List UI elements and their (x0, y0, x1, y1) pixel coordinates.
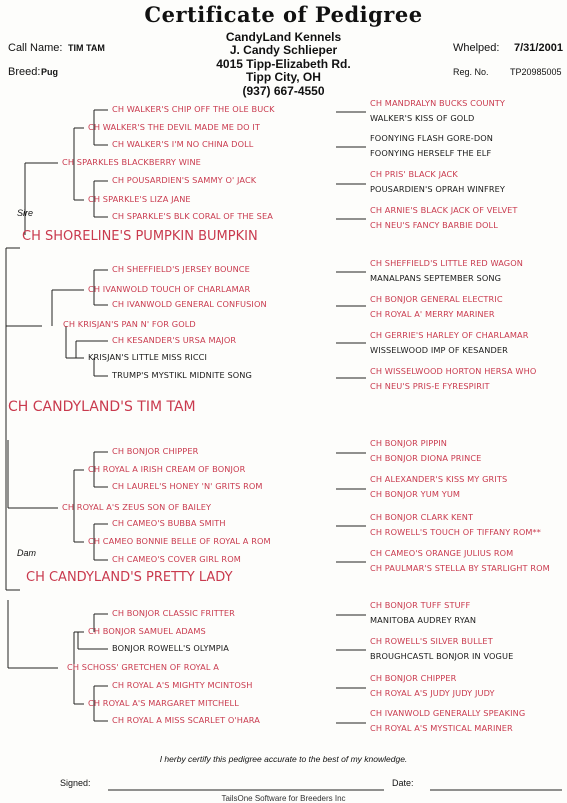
g6-name: CH GERRIE'S HARLEY OF CHARLAMAR (370, 330, 529, 340)
g5-name: CH POUSARDIEN'S SAMMY O' JACK (112, 175, 257, 185)
g6-name: CH ROYAL A' MERRY MARINER (370, 309, 495, 319)
grandparent-name: CH KRISJAN'S PAN N' FOR GOLD (63, 319, 196, 329)
g4-name: CH SPARKLE'S LIZA JANE (88, 194, 191, 204)
g6-name: CH ROWELL'S SILVER BULLET (370, 636, 493, 646)
g6-name: CH BONJOR DIONA PRINCE (370, 453, 482, 463)
g5-name: CH BONJOR CLASSIC FRITTER (112, 608, 235, 618)
g5-name: CH ROYAL A MISS SCARLET O'HARA (112, 715, 260, 725)
g5-name: CH SHEFFIELD'S JERSEY BOUNCE (112, 264, 250, 274)
g6-name: CH ARNIE'S BLACK JACK OF VELVET (370, 205, 518, 215)
reg-no-value: TP20985005 (510, 67, 562, 77)
g6-name: FOONYING FLASH GORE-DON (370, 133, 494, 143)
certificate-title: Certificate of Pedigree (144, 2, 423, 27)
g4-name: CH ROYAL A'S MARGARET MITCHELL (88, 698, 239, 708)
sire-name: CH SHORELINE'S PUMPKIN BUMPKIN (22, 229, 258, 244)
whelped-label: Whelped: (453, 42, 500, 54)
g6-name: CH BONJOR PIPPIN (370, 438, 448, 448)
g6-name: CH NEU'S FANCY BARBIE DOLL (370, 220, 498, 230)
g6-name: CH BONJOR CLARK KENT (370, 512, 474, 522)
g5-name: BONJOR ROWELL'S OLYMPIA (112, 643, 230, 653)
g6-name: CH NEU'S PRIS-E FYRESPIRIT (370, 381, 490, 391)
g6-name: CH IVANWOLD GENERALLY SPEAKING (370, 708, 526, 718)
g6-name: CH PAULMAR'S STELLA BY STARLIGHT ROM (370, 563, 550, 573)
g5-name: CH CAMEO'S BUBBA SMITH (112, 518, 226, 528)
signed-label: Signed: (60, 778, 91, 788)
call-name-label: Call Name: (8, 42, 63, 54)
breed-value: Pug (41, 67, 58, 77)
g5-name: CH BONJOR CHIPPER (112, 446, 199, 456)
g6-name: CH BONJOR CHIPPER (370, 673, 457, 683)
grandparent-name: CH SPARKLES BLACKBERRY WINE (62, 157, 201, 167)
g6-name: CH ROYAL A'S MYSTICAL MARINER (370, 723, 513, 733)
g6-name: MANALPANS SEPTEMBER SONG (370, 273, 502, 283)
grandparent-name: CH SCHOSS' GRETCHEN OF ROYAL A (67, 662, 219, 672)
kennel-city: Tipp City, OH (246, 70, 321, 84)
date-label: Date: (392, 778, 414, 788)
owner-name: J. Candy Schlieper (229, 43, 338, 57)
g5-name: CH KESANDER'S URSA MAJOR (112, 335, 237, 345)
g6-name: WALKER'S KISS OF GOLD (370, 113, 475, 123)
g6-name: CH BONJOR YUM YUM (370, 489, 461, 499)
g6-name: CH WISSELWOOD HORTON HERSA WHO (370, 366, 537, 376)
dam-name: CH CANDYLAND'S PRETTY LADY (26, 570, 233, 585)
g5-name: TRUMP'S MYSTIKL MIDNITE SONG (112, 370, 252, 380)
g6-name: CH BONJOR GENERAL ELECTRIC (370, 294, 503, 304)
g5-name: CH CAMEO'S COVER GIRL ROM (112, 554, 241, 564)
g5-name: CH WALKER'S I'M NO CHINA DOLL (112, 139, 254, 149)
g6-name: CH CAMEO'S ORANGE JULIUS ROM (370, 548, 514, 558)
g4-name: CH CAMEO BONNIE BELLE OF ROYAL A ROM (88, 536, 271, 546)
g4-name: CH WALKER'S THE DEVIL MADE ME DO IT (88, 122, 261, 132)
footer-software: TailsOne Software for Breeders Inc (221, 794, 346, 803)
g6-name: BROUGHCASTL BONJOR IN VOGUE (370, 651, 514, 661)
g6-name: WISSELWOOD IMP OF KESANDER (370, 345, 508, 355)
certification-statement: I herby certify this pedigree accurate to the best of my knowledge. (159, 754, 408, 764)
g6-name: MANITOBA AUDREY RYAN (370, 615, 477, 625)
g5-name: CH SPARKLE'S BLK CORAL OF THE SEA (112, 211, 273, 221)
g4-name: CH IVANWOLD TOUCH OF CHARLAMAR (88, 284, 251, 294)
g6-name: CH SHEFFIELD'S LITTLE RED WAGON (370, 258, 523, 268)
reg-no-label: Reg. No. (453, 67, 489, 77)
g6-name: CH ROWELL'S TOUCH OF TIFFANY ROM** (370, 527, 541, 537)
g5-name: CH LAUREL'S HONEY 'N' GRITS ROM (112, 481, 263, 491)
grandparent-name: CH ROYAL A'S ZEUS SON OF BAILEY (62, 502, 212, 512)
g6-name: CH ROYAL A'S JUDY JUDY JUDY (370, 688, 495, 698)
dam-side-label: Dam (17, 548, 37, 558)
g6-name: CH MANDRALYN BUCKS COUNTY (370, 98, 506, 108)
g6-name: CH PRIS' BLACK JACK (370, 169, 458, 179)
g4-name: CH BONJOR SAMUEL ADAMS (88, 626, 206, 636)
kennel-address: 4015 Tipp-Elizabeth Rd. (216, 57, 351, 71)
g6-name: CH ALEXANDER'S KISS MY GRITS (370, 474, 508, 484)
g6-name: CH BONJOR TUFF STUFF (370, 600, 471, 610)
g4-name: CH ROYAL A IRISH CREAM OF BONJOR (88, 464, 246, 474)
g5-name: CH WALKER'S CHIP OFF THE OLE BUCK (112, 104, 275, 114)
g6-name: FOONYING HERSELF THE ELF (370, 148, 492, 158)
g6-name: POUSARDIEN'S OPRAH WINFREY (370, 184, 505, 194)
g5-name: CH ROYAL A'S MIGHTY MCINTOSH (112, 680, 253, 690)
g4-name: KRISJAN'S LITTLE MISS RICCI (88, 352, 208, 362)
whelped-value: 7/31/2001 (514, 42, 563, 54)
g5-name: CH IVANWOLD GENERAL CONFUSION (112, 299, 267, 309)
call-name-value: TIM TAM (68, 43, 105, 53)
subject-name: CH CANDYLAND'S TIM TAM (8, 399, 196, 415)
kennel-phone: (937) 667-4550 (242, 84, 325, 98)
breed-label: Breed: (8, 66, 41, 78)
kennel-name: CandyLand Kennels (225, 30, 342, 44)
sire-side-label: Sire (17, 208, 34, 218)
